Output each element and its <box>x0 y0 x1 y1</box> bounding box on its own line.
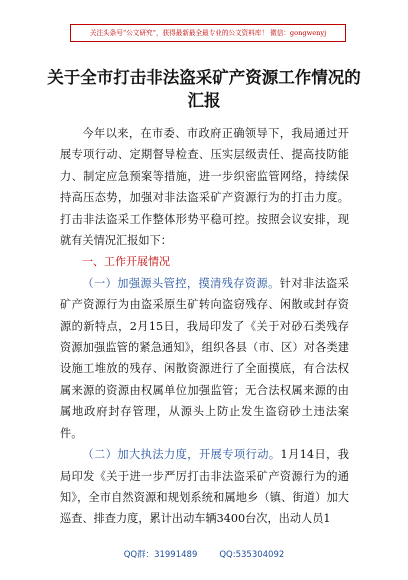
item2-text: 1月14日，我局印发《关于进一步严厉打击非法盗采矿产资源行为的通知》，全市自然资源和规划系统和属地乡（镇、街道）加大巡查、排查力度，累计出动车辆3400台次，出动人员1 <box>60 448 349 526</box>
document-body <box>60 123 349 530</box>
header-banner: 关注头条号“公文研究”，获得最新最全最专业的公文资料库！ 微信：gongwenyj <box>70 24 346 42</box>
intro-paragraph: 今年以来，在市委、市政府正确领导下，我局通过开展专项行动、定期督导检查、压实层级责任、提高技防能力、制定应急预案等措施，进一步织密监管网络，持续保持高压态势，加强对非法盗采矿产资源行为的打击力度。打击非法盗采工作整体形势平稳可控。按照会议安排，现就有关情况汇报如下： <box>60 127 349 248</box>
item1-lead: （一）加强源头管控，摸清残存资源。 <box>82 276 280 290</box>
item2-lead: （二）加大执法力度，开展专项行动。 <box>82 448 281 462</box>
item2-paragraph <box>60 444 349 530</box>
footer <box>0 548 408 560</box>
footer-qq: QQ:535304092 <box>219 550 285 560</box>
section-heading: 一、工作开展情况 <box>82 255 170 269</box>
item1-text: 针对非法盗采矿产资源行为由盗采原生矿转向盗窃残存、闲散或封存资源的新特点，2月15日，我局印发了《关于对砂石类残存资源加强监管的紧急通知》，组织各县（市、区）对各类建设施工堆放的残存、闲散资源进行了全面摸底，有合法权属来源的资源由权属单位加强监管；无合法权属来源的由属地政府封存管理，从源头上防止发生盗窃砂土违法案件。 <box>60 276 349 440</box>
footer-qq-group: QQ群：31991489 <box>123 550 198 560</box>
document-title: 关于全市打击非法盗采矿产资源工作情况的汇报 <box>47 68 361 110</box>
item1-paragraph <box>60 273 349 444</box>
